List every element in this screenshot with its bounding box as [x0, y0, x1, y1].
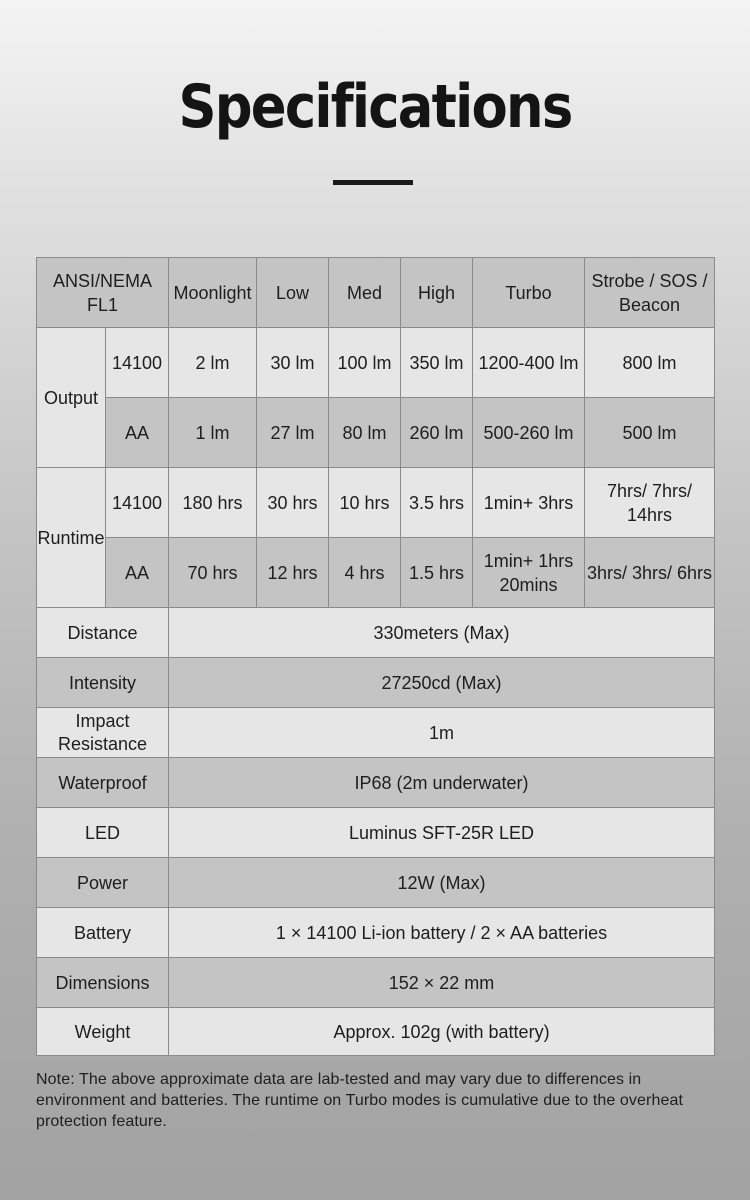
spec-label-led: LED [37, 808, 169, 858]
runtime-14100-turbo: 1min+ 3hrs [473, 468, 585, 538]
output-14100-high: 350 lm [401, 328, 473, 398]
spec-value-power: 12W (Max) [169, 858, 715, 908]
spec-row-led [37, 808, 715, 858]
spec-row-power [37, 858, 715, 908]
header-strobe: Strobe / SOS / Beacon [585, 258, 715, 328]
spec-value-intensity: 27250cd (Max) [169, 658, 715, 708]
spec-label-power: Power [37, 858, 169, 908]
title-underline [333, 180, 413, 185]
output-14100-strobe: 800 lm [585, 328, 715, 398]
spec-value-waterproof: IP68 (2m underwater) [169, 758, 715, 808]
spec-label-battery: Battery [37, 908, 169, 958]
header-standard: ANSI/NEMA FL1 [37, 258, 169, 328]
output-label: Output [37, 328, 106, 468]
runtime-battery-aa: AA [106, 538, 169, 608]
spec-label-weight: Weight [37, 1008, 169, 1056]
spec-value-battery: 1 × 14100 Li-ion battery / 2 × AA batteries [169, 908, 715, 958]
runtime-row-14100 [37, 468, 715, 538]
spec-label-impact: Impact Resistance [37, 708, 169, 758]
spec-row-impact [37, 708, 715, 758]
runtime-label: Runtime [37, 468, 106, 608]
runtime-battery-14100: 14100 [106, 468, 169, 538]
output-row-14100 [37, 328, 715, 398]
spec-label-dimensions: Dimensions [37, 958, 169, 1008]
runtime-14100-strobe: 7hrs/ 7hrs/ 14hrs [585, 468, 715, 538]
header-high: High [401, 258, 473, 328]
header-row [37, 258, 715, 328]
spec-row-distance [37, 608, 715, 658]
spec-value-weight: Approx. 102g (with battery) [169, 1008, 715, 1056]
output-aa-med: 80 lm [329, 398, 401, 468]
spec-row-intensity [37, 658, 715, 708]
runtime-aa-high: 1.5 hrs [401, 538, 473, 608]
output-aa-moonlight: 1 lm [169, 398, 257, 468]
spec-table [36, 257, 715, 1056]
output-14100-turbo: 1200-400 lm [473, 328, 585, 398]
spec-row-dimensions [37, 958, 715, 1008]
runtime-14100-low: 30 hrs [257, 468, 329, 538]
spec-label-intensity: Intensity [37, 658, 169, 708]
runtime-aa-med: 4 hrs [329, 538, 401, 608]
page-title: Specifications [178, 72, 572, 142]
output-row-aa [37, 398, 715, 468]
spec-value-led: Luminus SFT-25R LED [169, 808, 715, 858]
output-aa-turbo: 500-260 lm [473, 398, 585, 468]
runtime-aa-moonlight: 70 hrs [169, 538, 257, 608]
spec-value-dimensions: 152 × 22 mm [169, 958, 715, 1008]
output-battery-aa: AA [106, 398, 169, 468]
runtime-aa-low: 12 hrs [257, 538, 329, 608]
spec-row-battery [37, 908, 715, 958]
spec-label-distance: Distance [37, 608, 169, 658]
header-moonlight: Moonlight [169, 258, 257, 328]
spec-value-impact: 1m [169, 708, 715, 758]
spec-label-waterproof: Waterproof [37, 758, 169, 808]
runtime-14100-high: 3.5 hrs [401, 468, 473, 538]
spec-row-weight [37, 1008, 715, 1056]
runtime-row-aa [37, 538, 715, 608]
output-14100-low: 30 lm [257, 328, 329, 398]
spec-value-distance: 330meters (Max) [169, 608, 715, 658]
header-turbo: Turbo [473, 258, 585, 328]
output-aa-high: 260 lm [401, 398, 473, 468]
header-med: Med [329, 258, 401, 328]
runtime-14100-med: 10 hrs [329, 468, 401, 538]
output-battery-14100: 14100 [106, 328, 169, 398]
footnote: Note: The above approximate data are lab-tested and may vary due to differences in environment and batteries. The runtime on Turbo modes is cumulative due to the overheat protection feature. [36, 1071, 683, 1130]
runtime-aa-turbo: 1min+ 1hrs 20mins [473, 538, 585, 608]
output-14100-med: 100 lm [329, 328, 401, 398]
header-low: Low [257, 258, 329, 328]
output-aa-strobe: 500 lm [585, 398, 715, 468]
output-14100-moonlight: 2 lm [169, 328, 257, 398]
spec-row-waterproof [37, 758, 715, 808]
output-aa-low: 27 lm [257, 398, 329, 468]
runtime-aa-strobe: 3hrs/ 3hrs/ 6hrs [585, 538, 715, 608]
runtime-14100-moonlight: 180 hrs [169, 468, 257, 538]
